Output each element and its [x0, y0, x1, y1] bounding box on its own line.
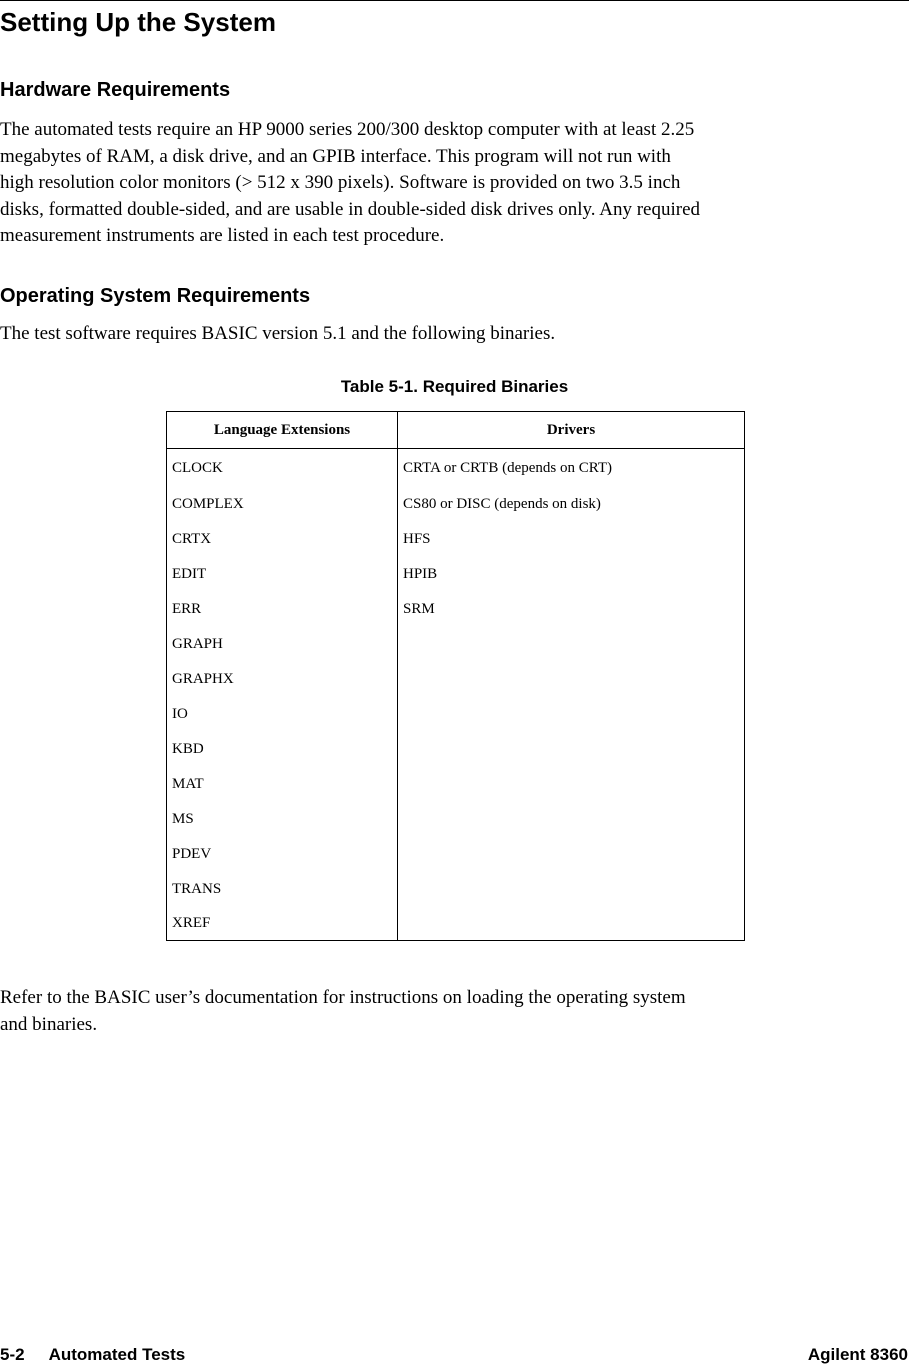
column-header-drivers: Drivers	[398, 412, 745, 449]
driver-cell	[398, 627, 745, 662]
paragraph-line: The test software requires BASIC version 5.1 and the following binaries.	[0, 323, 556, 344]
language-extension-cell: CRTX	[167, 522, 398, 557]
table-row	[167, 522, 745, 557]
language-extension-cell: COMPLEX	[167, 487, 398, 522]
hardware-requirements-paragraph	[0, 117, 905, 250]
top-rule	[0, 0, 909, 1]
driver-cell: HPIB	[398, 557, 745, 592]
language-extension-cell: PDEV	[167, 837, 398, 872]
paragraph-line: measurement instruments are listed in each test procedure.	[0, 225, 445, 246]
hardware-requirements-heading: Hardware Requirements	[0, 79, 231, 101]
operating-system-paragraph	[0, 321, 905, 348]
table-row	[167, 697, 745, 732]
driver-cell	[398, 767, 745, 802]
table-row	[167, 557, 745, 592]
paragraph-line: disks, formatted double-sided, and are usable in double-sided disk drives only. Any required	[0, 198, 701, 220]
driver-cell	[398, 837, 745, 872]
driver-cell	[398, 802, 745, 837]
table-row	[167, 837, 745, 872]
column-header-language-extensions: Language Extensions	[167, 412, 398, 449]
paragraph-line: high resolution color monitors (> 512 x 390 pixels). Software is provided on two 3.5 inch	[0, 172, 681, 193]
table-row	[167, 627, 745, 662]
driver-cell: HFS	[398, 522, 745, 557]
required-binaries-table	[166, 411, 745, 941]
table-row	[167, 449, 745, 488]
driver-cell	[398, 662, 745, 697]
table-header-row	[167, 412, 745, 449]
table-caption: Table 5-1. Required Binaries	[340, 377, 569, 396]
footer-section-title: Automated Tests	[48, 1345, 186, 1364]
language-extension-cell: XREF	[167, 907, 398, 941]
driver-cell	[398, 907, 745, 941]
footer-left	[0, 1344, 185, 1366]
paragraph-line: Refer to the BASIC user’s documentation for instructions on loading the operating system	[0, 987, 686, 1008]
language-extension-cell: GRAPH	[167, 627, 398, 662]
table-row	[167, 767, 745, 802]
language-extension-cell: TRANS	[167, 872, 398, 907]
table-row	[167, 592, 745, 627]
language-extension-cell: ERR	[167, 592, 398, 627]
table-row	[167, 907, 745, 941]
language-extension-cell: CLOCK	[167, 449, 398, 488]
language-extension-cell: IO	[167, 697, 398, 732]
language-extension-cell: MS	[167, 802, 398, 837]
driver-cell	[398, 872, 745, 907]
language-extension-cell: EDIT	[167, 557, 398, 592]
page-footer	[0, 1344, 909, 1366]
closing-paragraph	[0, 985, 905, 1038]
footer-product-name: Agilent 8360	[807, 1345, 908, 1364]
driver-cell: SRM	[398, 592, 745, 627]
driver-cell: CS80 or DISC (depends on disk)	[398, 487, 745, 522]
language-extension-cell: KBD	[167, 732, 398, 767]
page-title: Setting Up the System	[0, 7, 276, 37]
table-row	[167, 732, 745, 767]
operating-system-requirements-heading: Operating System Requirements	[0, 285, 311, 307]
driver-cell	[398, 732, 745, 767]
paragraph-line: and binaries.	[0, 1013, 98, 1035]
paragraph-line: The automated tests require an HP 9000 series 200/300 desktop computer with at least 2.25	[0, 119, 695, 140]
table-row	[167, 872, 745, 907]
table-row	[167, 487, 745, 522]
driver-cell	[398, 697, 745, 732]
driver-cell: CRTA or CRTB (depends on CRT)	[398, 449, 745, 488]
language-extension-cell: MAT	[167, 767, 398, 802]
table-row	[167, 802, 745, 837]
page-number: 5-2	[0, 1345, 25, 1364]
paragraph-line: megabytes of RAM, a disk drive, and an GPIB interface. This program will not run with	[0, 145, 671, 167]
table-row	[167, 662, 745, 697]
language-extension-cell: GRAPHX	[167, 662, 398, 697]
